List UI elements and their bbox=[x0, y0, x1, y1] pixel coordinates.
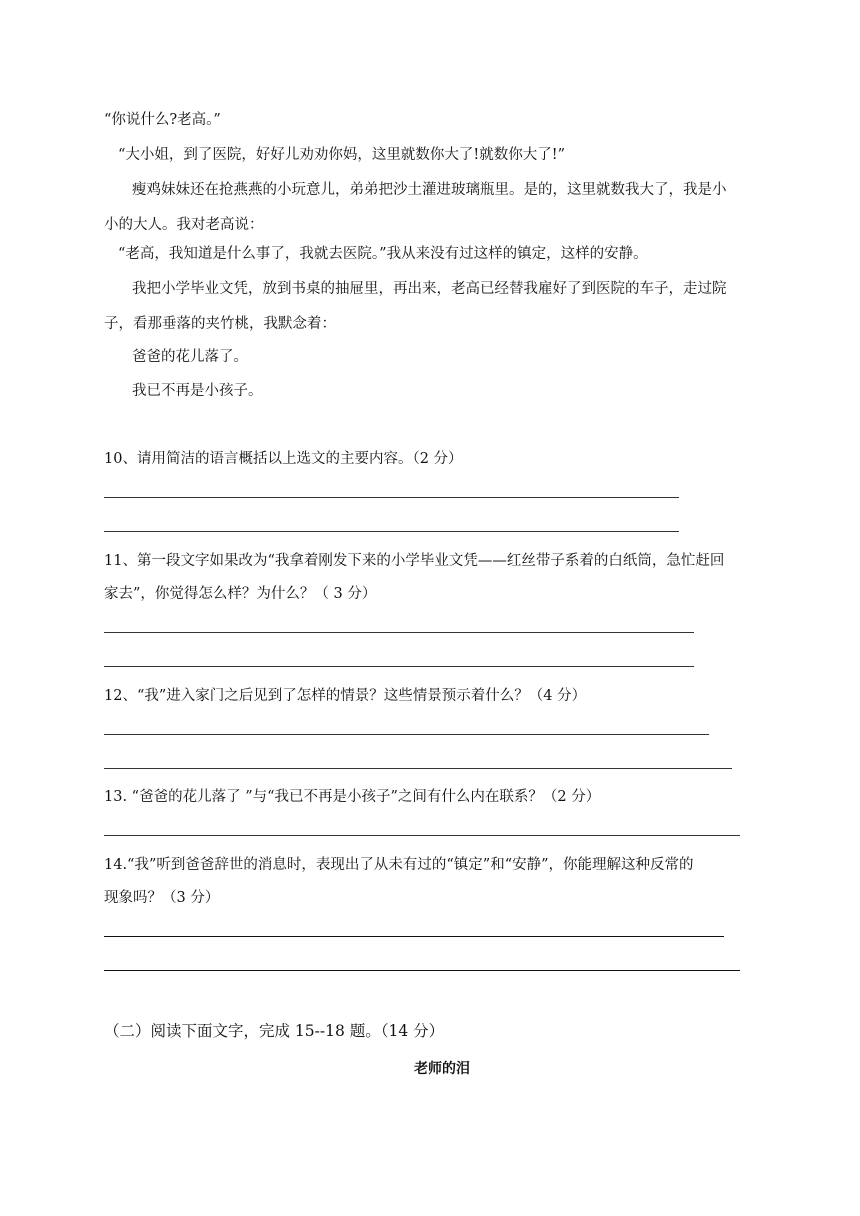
passage-line: 子，看那垂落的夹竹桃，我默念着： bbox=[104, 316, 336, 332]
passage-line: “老高，我知道是什么事了，我就去医院。”我从来没有过这样的镇定，这样的安静。 bbox=[118, 246, 648, 262]
passage-line: 小的大人。我对老高说： bbox=[104, 217, 264, 233]
question-13: 13. “爸爸的花儿落了 ”与“我已不再是小孩子”之间有什么内在联系？（2 分） bbox=[104, 789, 601, 805]
passage-title: 老师的泪 bbox=[414, 1061, 470, 1077]
passage-line: “大小姐，到了医院，好好儿劝劝你妈，这里就数你大了!就数你大了!” bbox=[118, 147, 565, 163]
question-12: 12、“我”进入家门之后见到了怎样的情景？这些情景预示着什么？（4 分） bbox=[104, 688, 587, 704]
passage-line: “你说什么?老高。” bbox=[104, 112, 221, 128]
question-11: 11、第一段文字如果改为“我拿着刚发下来的小学毕业文凭——红丝带子系着的白纸筒，急忙赶回 bbox=[104, 553, 725, 569]
section-heading: （二）阅读下面文字，完成 15--18 题。（14 分） bbox=[104, 1022, 445, 1040]
answer-line[interactable] bbox=[104, 531, 679, 532]
answer-line[interactable] bbox=[104, 970, 740, 971]
passage-line: 我已不再是小孩子。 bbox=[132, 383, 263, 399]
question-10: 10、请用简洁的语言概括以上选文的主要内容。（2 分） bbox=[104, 451, 463, 467]
answer-line[interactable] bbox=[104, 666, 694, 667]
question-14-cont: 现象吗？（3 分） bbox=[104, 890, 220, 906]
passage-line: 我把小学毕业文凭，放到书桌的抽屉里，再出来，老高已经替我雇好了到医院的车子，走过院 bbox=[132, 281, 727, 297]
answer-line[interactable] bbox=[104, 936, 724, 937]
passage-line: 爸爸的花儿落了。 bbox=[132, 349, 248, 365]
answer-line[interactable] bbox=[104, 632, 694, 633]
answer-line[interactable] bbox=[104, 734, 709, 735]
answer-line[interactable] bbox=[104, 497, 679, 498]
answer-line[interactable] bbox=[104, 835, 740, 836]
passage-line: 瘦鸡妹妹还在抢燕燕的小玩意儿，弟弟把沙土灌进玻璃瓶里。是的，这里就数我大了，我是小 bbox=[132, 182, 727, 198]
question-11-cont: 家去”，你觉得怎么样？为什么？（ 3 分） bbox=[104, 586, 377, 602]
question-14: 14.“我”听到爸爸辞世的消息时，表现出了从未有过的“镇定”和“安静”，你能理解这种反常的 bbox=[104, 857, 694, 873]
answer-line[interactable] bbox=[104, 768, 732, 769]
